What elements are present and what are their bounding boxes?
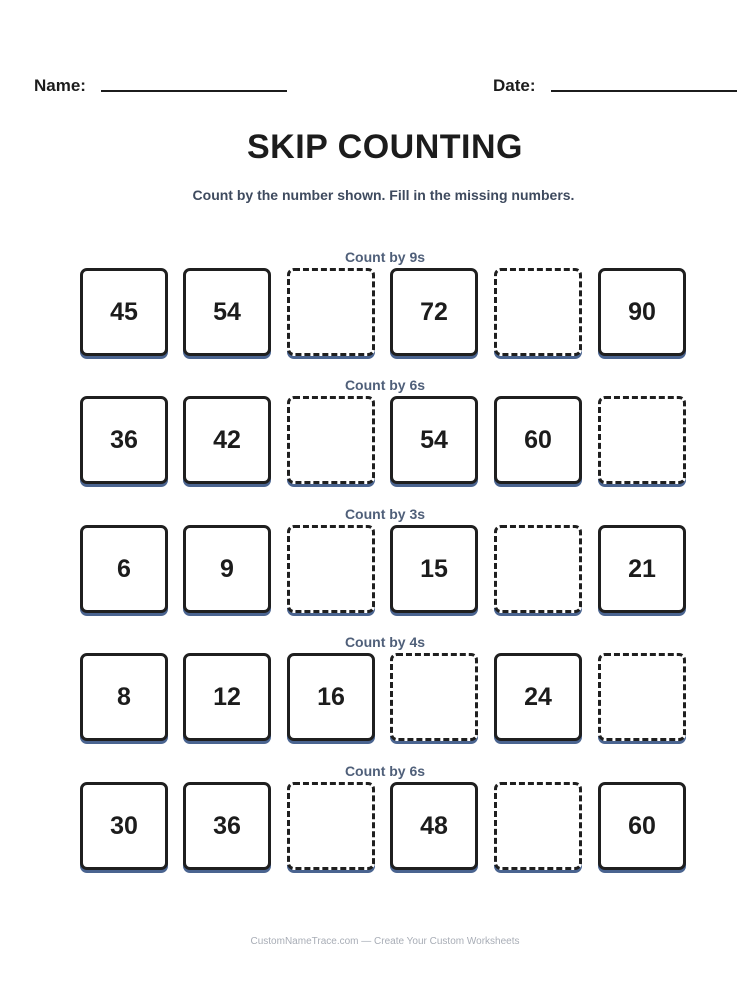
section-label: Count by 9s xyxy=(344,249,426,265)
name-field[interactable] xyxy=(101,90,287,92)
number-box xyxy=(598,268,686,356)
number-box xyxy=(494,396,582,484)
box-number: 24 xyxy=(524,682,552,711)
number-box xyxy=(80,653,168,741)
number-box xyxy=(183,782,271,870)
answer-box-blank[interactable] xyxy=(287,782,375,870)
box-number: 60 xyxy=(524,425,552,454)
box-number: 90 xyxy=(628,297,656,326)
box-number: 21 xyxy=(628,554,656,583)
box-number: 60 xyxy=(628,811,656,840)
footer-text: CustomNameTrace.com — Create Your Custom Worksheets xyxy=(250,936,520,947)
number-box xyxy=(183,525,271,613)
box-number: 15 xyxy=(420,554,448,583)
section-label: Count by 6s xyxy=(344,377,426,393)
number-box xyxy=(80,268,168,356)
box-number: 36 xyxy=(110,425,138,454)
answer-box-blank[interactable] xyxy=(494,782,582,870)
box-number: 9 xyxy=(220,554,234,583)
answer-box-blank[interactable] xyxy=(598,396,686,484)
box-number: 36 xyxy=(213,811,241,840)
header-row xyxy=(0,74,750,98)
number-box xyxy=(598,782,686,870)
number-box xyxy=(183,268,271,356)
box-number: 8 xyxy=(117,682,131,711)
number-box xyxy=(287,653,375,741)
number-box xyxy=(494,653,582,741)
number-box xyxy=(80,525,168,613)
number-box xyxy=(390,268,478,356)
section-label: Count by 3s xyxy=(344,506,426,522)
section-label: Count by 4s xyxy=(344,634,426,650)
number-box xyxy=(390,525,478,613)
answer-box-blank[interactable] xyxy=(287,268,375,356)
number-box xyxy=(80,782,168,870)
box-number: 42 xyxy=(213,425,241,454)
box-number: 30 xyxy=(110,811,138,840)
name-label: Name: xyxy=(34,76,86,95)
answer-box-blank[interactable] xyxy=(390,653,478,741)
box-number: 54 xyxy=(420,425,448,454)
answer-box-blank[interactable] xyxy=(494,525,582,613)
answer-box-blank[interactable] xyxy=(287,396,375,484)
box-number: 72 xyxy=(420,297,448,326)
number-box xyxy=(390,782,478,870)
number-box xyxy=(183,396,271,484)
section-label: Count by 6s xyxy=(344,763,426,779)
answer-box-blank[interactable] xyxy=(494,268,582,356)
page-title: SKIP COUNTING xyxy=(246,128,523,166)
number-box xyxy=(390,396,478,484)
number-box xyxy=(598,525,686,613)
instructions: Count by the number shown. Fill in the missing numbers. xyxy=(192,187,575,203)
box-number: 54 xyxy=(213,297,241,326)
box-number: 12 xyxy=(213,682,241,711)
date-field[interactable] xyxy=(551,90,737,92)
box-number: 48 xyxy=(420,811,448,840)
box-number: 45 xyxy=(110,297,138,326)
date-label: Date: xyxy=(493,76,536,95)
answer-box-blank[interactable] xyxy=(287,525,375,613)
box-number: 16 xyxy=(317,682,345,711)
number-box xyxy=(80,396,168,484)
answer-box-blank[interactable] xyxy=(598,653,686,741)
box-number: 6 xyxy=(117,554,131,583)
number-box xyxy=(183,653,271,741)
